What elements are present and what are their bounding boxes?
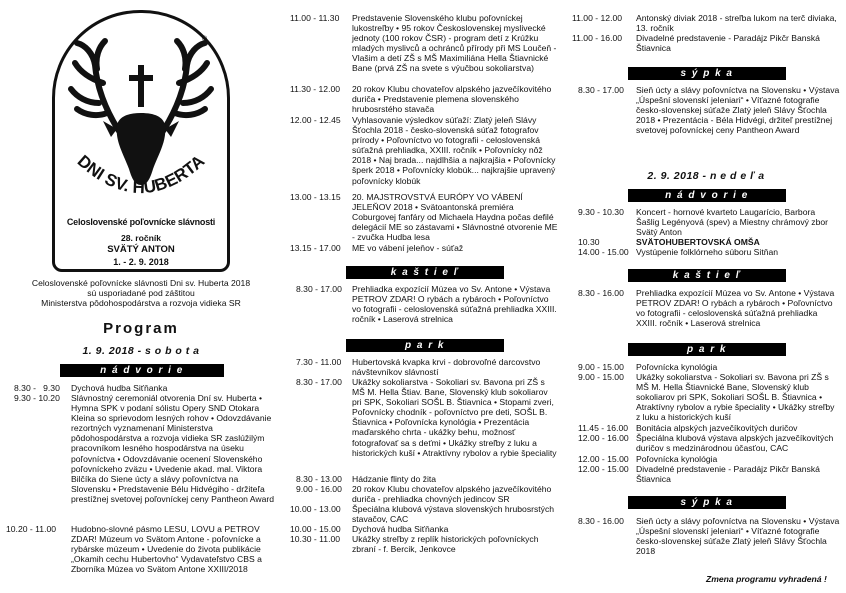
logo-edition: 28. ročník <box>120 233 162 243</box>
list-item: 8.30 - 16.00 Prehliadka expozícií Múzea vo Sv. Antone • Výstava PETROV ZDAR! O rybách a rybároch • Poľovníctvo vo fotografii - celoslovenská súťažná prehliadka XXIII. ročník • Laserová strelnica <box>578 288 835 329</box>
logo-name-text: DNI SV. HUBERTA <box>73 151 209 198</box>
band-nadvorie-2: n á d v o r i e <box>628 189 786 202</box>
day2-title: 2. 9. 2018 - n e d e ľ a <box>647 170 765 182</box>
list-item: 8.30 - 17.00 Prehliadka expozícií Múzea vo Sv. Antone • Výstava PETROV ZDAR! O rybách a rybároch • Poľovníctvo vo fotografii - celoslovenská súťažná prehliadka XXIII. ročník • Laserová strelnica <box>296 284 557 325</box>
band-kastiel: k a š t i e ľ <box>346 266 504 279</box>
registered-mark: ® <box>201 36 207 43</box>
list-item: 12.00 - 16.00 Špeciálna klubová výstava alpských jazvečíkovitých duričov s medzinárodnou účasťou, CAC <box>578 433 834 454</box>
list-item: 8.30 - 13.00 Hádzanie flinty do žita <box>296 474 437 484</box>
event-logo <box>52 10 230 272</box>
list-item: 8.30 - 16.00 Sieň úcty a slávy poľovníctva na Slovensku • Výstava „Úspešní slovenskí jeleniari“ • Víťazné fotografie česko-slovenskej súťaže Zlatý jeleň Slávy Šťochla 2018 <box>578 516 840 557</box>
list-item: 14.00 - 15.00 Vystúpenie folklórneho súboru Sitňan <box>578 247 779 257</box>
deer-head-icon <box>55 13 227 213</box>
band-sypka-2: s ý p k a <box>628 496 786 509</box>
list-item: 13.00 - 13.15 20. MAJSTROVSTVÁ EURÓPY VO VÁBENÍ JELEŇOV 2018 • Svätoantonská premiéra Coburgovej fanfáry od Michaela Haydna počas defilé delegácií ME so zástavami • Slávnostné otvorenie ME - zvučka Hudba lesa <box>290 192 558 243</box>
column-right <box>566 0 846 593</box>
band-nadvorie: n á d v o r i e <box>60 364 224 377</box>
day1-title: 1. 9. 2018 - s o b o t a <box>82 345 200 357</box>
band-park-2: p a r k <box>628 343 786 356</box>
list-item: 9.30 - 10.20 Slávnostný ceremoniál otvorenia Dní sv. Huberta • Hymna SPK v podaní sólistu Opery SND Otokara Kleina so sprievodom lesných rohov • Odovzdávanie rezortných vyznamenaní Ministerstva pôdohospodárstva a rozvoja vidieka SR zaslúžilým pracovníkom lesného hospodárstva na úseku poľovníctva • Odovzdávanie ocenení Slovenského poľovníckeho zväzu • Uvedenie akad. mal. Viktora Bilčíka do Siene úcty a slávy poľovníctva na Slovensku • Predstavenie Bélu Hidvégiho - držiteľa prestížnej svetovej poľovníckej ceny Pantheon Award <box>14 393 274 504</box>
list-item: 12.00 - 15.00 Divadelné predstavenie - Paradájz Pikčr Banská Štiavnica <box>578 464 820 485</box>
list-item: 9.00 - 15.00 Poľovnícka kynológia <box>578 362 718 372</box>
list-item: 7.30 - 11.00 Hubertovská kvapka krvi - dobrovoľné darcovstvo návštevníkov slávností <box>296 357 541 378</box>
list-item: 11.00 - 11.30 Predstavenie Slovenského klubu poľovníckej lukostreľby • 95 rokov Československej myslivecké jednoty (100 rokov ČSR) - program detí z Krúžku mladých myslivců a ochránců přírody při MS Loučeň - Vlašim a detí ZŠ s MŠ Maximiliána Hella Štiavnické Bane (prvá ZŠ na svete s výučbou sokoliarstva) <box>290 13 557 74</box>
list-item: 8.30 - 17.00 Sieň úcty a slávy poľovníctva na Slovensku • Výstava „Úspešní slovenskí jeleniari“ • Víťazné fotografie česko-slovenskej súťaže Zlatý jeleň Slávy Šťochla 2018 • Prezentácia - Béla Hidvégi, držiteľ prestížnej svetovej poľovníckej ceny Pantheon Award <box>578 85 840 136</box>
column-left <box>0 0 282 593</box>
list-item: 11.00 - 12.00 Antonský diviak 2018 - streľba lukom na terč diviaka, 13. ročník <box>572 13 837 34</box>
footer-note: Zmena programu vyhradená ! <box>706 574 827 584</box>
band-park: p a r k <box>346 339 504 352</box>
list-item: 9.30 - 10.30 Koncert - hornové kvarteto Laugarício, Barbora Šašlig Legényová (spev) a Miestny chrámový zbor Svätý Anton <box>578 207 829 238</box>
list-item: 10.30 - 11.00 Ukážky streľby z replík historických poľovníckych zbraní - f. Bercik, Jenkovce <box>290 534 539 555</box>
list-item: 11.30 - 12.00 20 rokov Klubu chovateľov alpského jazvečíkovitého duriča • Predstavenie plemena slovenského hrubosrstého stavača <box>290 84 552 115</box>
list-item: 12.00 - 15.00 Poľovnícka kynológia <box>578 454 718 464</box>
logo-subtitle: Celoslovenské poľovnícke slávnosti <box>66 217 216 227</box>
list-item: 12.00 - 12.45 Vyhlasovanie výsledkov súťaží: Zlatý jeleň Slávy Šťochla 2018 - česko-slovenská súťaž fotografov prírody • Poľovníctvo vo fotografii - celoslovenská súťažná prehliadka, XXIII. ročník • Poľovnícky nôž 2018 • Naj brada... najdlhšia a najkrajšia • Poľovnícky šperk 2018 • Poľovnícky klobúk... najkrajšie upravený poľovnícky klobúk <box>290 115 556 186</box>
list-item: 8.30 - 17.00 Ukážky sokoliarstva - Sokoliari sv. Bavona pri ZŠ s MŠ M. Hella Štiav. Bane, Slovenský klub sokoliarov pri SPK, Sokoliari SOŠL B. Štiavnica • Stopami zveri, Poľovnícky chodník - poľovníctvo pre deti, SOŠL B. Štiavnica • Poľovnícka kynológia • Prezentácia maďarského chrta - ukážky behu, možnosť fotografovať sa s deťmi • Ukážky streľby z luku a historických kuší • Atraktívny rybolov a rybie špeciality <box>296 377 557 458</box>
band-sypka: s ý p k a <box>628 67 786 80</box>
logo-dates: 1. - 2. 9. 2018 <box>113 257 169 267</box>
column-middle <box>284 0 564 593</box>
list-item: 9.00 - 16.00 20 rokov Klubu chovateľov alpského jazvečíkovitého duriča - prehliadka chovných jedincov SR <box>296 484 552 505</box>
list-item: 10.20 - 11.00 Hudobno-slovné pásmo LESU, LOVU a PETROV ZDAR! Múzeum vo Svätom Antone - poľovnícke a rybárske múzeum • Uvedenie do života publikácie „Okamih cechu Hubertovho“ Vydavateľstvo CBS a Zborníka Múzea vo Svätom Antone XXIII/2018 <box>6 524 262 575</box>
list-item: 13.15 - 17.00 ME vo vábení jeleňov - súťaž <box>290 243 464 253</box>
band-kastiel-2: k a š t i e ľ <box>628 269 786 282</box>
list-item: 10.30 SVÄTOHUBERTOVSKÁ OMŠA <box>578 237 760 247</box>
list-item: 10.00 - 13.00 Špeciálna klubová výstava slovenských hrubosrstých stavačov, CAC <box>290 504 555 525</box>
list-item: 11.45 - 16.00 Bonitácia alpských jazvečíkovitých duričov <box>578 423 798 433</box>
program-title: Program <box>103 320 179 337</box>
list-item: 10.00 - 15.00 Dychová hudba Siťňanka <box>290 524 449 534</box>
patronage-text: Celoslovenské poľovnícke slávnosti Dni sv. Huberta 2018 sú usporiadané pod záštitou Ministerstva pôdohospodárstva a rozvoja vidieka SR <box>31 278 251 309</box>
list-item: 9.00 - 15.00 Ukážky sokoliarstva - Sokoliari sv. Bavona pri ZŠ s MŠ M. Hella Štiavnické Bane, Slovenský klub sokoliarov pri SPK, Sokoliari SOŠL B. Štiavnica • Atraktívny rybolov a rybie špeciality • Ukážky streľby z luku a historických kuší <box>578 372 835 423</box>
logo-place: SVÄTÝ ANTON <box>107 244 175 255</box>
list-item: 11.00 - 16.00 Divadelné predstavenie - Paradájz Pikčr Banská Štiavnica <box>572 33 820 54</box>
list-item: 8.30 - 9.30 Dychová hudba Siťňanka <box>14 383 168 393</box>
